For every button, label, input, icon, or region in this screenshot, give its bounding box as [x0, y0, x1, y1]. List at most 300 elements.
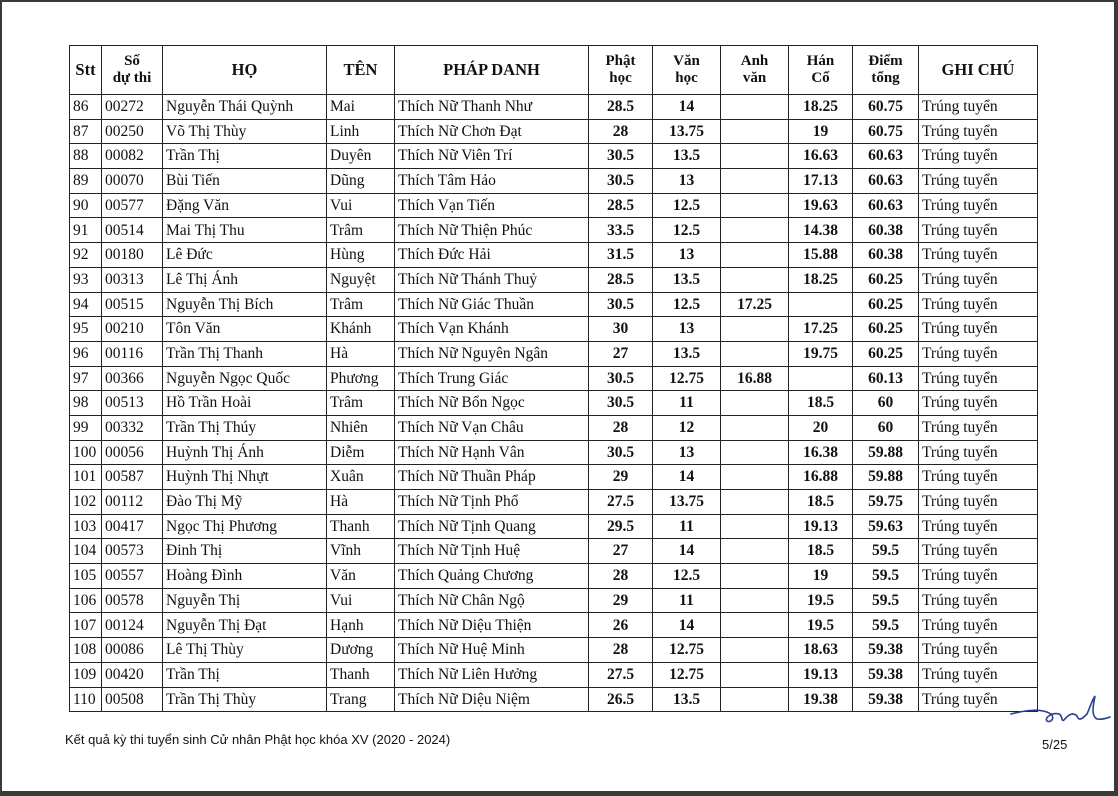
- table-header-row: [70, 46, 1038, 95]
- phap-danh-cell: Thích Quảng Chương: [395, 564, 589, 589]
- phat-hoc-cell: 30.5: [589, 440, 653, 465]
- ten-cell: Mai: [327, 95, 395, 120]
- header-anh-van: Anh văn: [721, 46, 789, 95]
- diem-tong-cell: 60: [853, 391, 919, 416]
- sbd-cell: 00573: [102, 539, 163, 564]
- phap-danh-cell: Thích Tâm Hảo: [395, 169, 589, 194]
- ten-cell: Diễm: [327, 440, 395, 465]
- han-co-cell: 18.25: [789, 267, 853, 292]
- diem-tong-cell: 60.63: [853, 144, 919, 169]
- diem-tong-cell: 59.5: [853, 613, 919, 638]
- diem-tong-cell: 59.5: [853, 588, 919, 613]
- phat-hoc-cell: 27: [589, 341, 653, 366]
- sbd-cell: 00515: [102, 292, 163, 317]
- van-hoc-cell: 14: [653, 95, 721, 120]
- ghi-chu-cell: Trúng tuyển: [919, 662, 1038, 687]
- sbd-cell: 00508: [102, 687, 163, 712]
- stt-cell: 86: [70, 95, 102, 120]
- anh-van-cell: [721, 218, 789, 243]
- ghi-chu-cell: Trúng tuyển: [919, 218, 1038, 243]
- han-co-cell: 18.25: [789, 95, 853, 120]
- phat-hoc-cell: 28.5: [589, 267, 653, 292]
- phat-hoc-cell: 28.5: [589, 95, 653, 120]
- han-co-cell: 19.38: [789, 687, 853, 712]
- anh-van-cell: [721, 169, 789, 194]
- han-co-cell: [789, 292, 853, 317]
- ten-cell: Trâm: [327, 292, 395, 317]
- anh-van-cell: [721, 415, 789, 440]
- ho-cell: Nguyễn Thái Quỳnh: [163, 95, 327, 120]
- phap-danh-cell: Thích Nữ Giác Thuần: [395, 292, 589, 317]
- table-row: [70, 169, 1038, 194]
- stt-cell: 99: [70, 415, 102, 440]
- stt-cell: 109: [70, 662, 102, 687]
- anh-van-cell: [721, 193, 789, 218]
- ghi-chu-cell: Trúng tuyển: [919, 193, 1038, 218]
- ho-cell: Huỳnh Thị Ánh: [163, 440, 327, 465]
- sbd-cell: 00180: [102, 243, 163, 268]
- phat-hoc-cell: 28.5: [589, 193, 653, 218]
- signature-mark: [1007, 692, 1112, 732]
- ghi-chu-cell: Trúng tuyển: [919, 119, 1038, 144]
- anh-van-cell: [721, 341, 789, 366]
- ten-cell: Dũng: [327, 169, 395, 194]
- han-co-cell: 19.13: [789, 514, 853, 539]
- stt-cell: 88: [70, 144, 102, 169]
- table-row: [70, 218, 1038, 243]
- ho-cell: Trần Thị Thúy: [163, 415, 327, 440]
- anh-van-cell: [721, 564, 789, 589]
- ho-cell: Trần Thị: [163, 662, 327, 687]
- phap-danh-cell: Thích Nữ Diệu Niệm: [395, 687, 589, 712]
- han-co-cell: 17.13: [789, 169, 853, 194]
- ghi-chu-cell: Trúng tuyển: [919, 440, 1038, 465]
- stt-cell: 98: [70, 391, 102, 416]
- ten-cell: Khánh: [327, 317, 395, 342]
- anh-van-cell: [721, 539, 789, 564]
- table-row: [70, 415, 1038, 440]
- han-co-cell: 19.13: [789, 662, 853, 687]
- table-row: [70, 465, 1038, 490]
- ho-cell: Hoàng Đình: [163, 564, 327, 589]
- sbd-cell: 00366: [102, 366, 163, 391]
- anh-van-cell: [721, 119, 789, 144]
- table-row: [70, 267, 1038, 292]
- han-co-cell: 19: [789, 564, 853, 589]
- van-hoc-cell: 12.5: [653, 193, 721, 218]
- phap-danh-cell: Thích Trung Giác: [395, 366, 589, 391]
- ghi-chu-cell: Trúng tuyển: [919, 95, 1038, 120]
- table-row: [70, 317, 1038, 342]
- anh-van-cell: [721, 317, 789, 342]
- ten-cell: Duyên: [327, 144, 395, 169]
- ho-cell: Đào Thị Mỹ: [163, 490, 327, 515]
- phat-hoc-cell: 28: [589, 638, 653, 663]
- han-co-cell: 19: [789, 119, 853, 144]
- table-row: [70, 514, 1038, 539]
- header-stt: Stt: [70, 46, 102, 95]
- stt-cell: 103: [70, 514, 102, 539]
- ghi-chu-cell: Trúng tuyển: [919, 292, 1038, 317]
- ghi-chu-cell: Trúng tuyển: [919, 415, 1038, 440]
- van-hoc-cell: 12.5: [653, 218, 721, 243]
- header-phap-danh: PHÁP DANH: [395, 46, 589, 95]
- diem-tong-cell: 59.38: [853, 638, 919, 663]
- anh-van-cell: [721, 465, 789, 490]
- stt-cell: 110: [70, 687, 102, 712]
- stt-cell: 101: [70, 465, 102, 490]
- van-hoc-cell: 13: [653, 243, 721, 268]
- han-co-cell: 19.5: [789, 613, 853, 638]
- phat-hoc-cell: 31.5: [589, 243, 653, 268]
- phat-hoc-cell: 28: [589, 119, 653, 144]
- diem-tong-cell: 60.13: [853, 366, 919, 391]
- sbd-cell: 00577: [102, 193, 163, 218]
- phat-hoc-cell: 30.5: [589, 292, 653, 317]
- sbd-cell: 00112: [102, 490, 163, 515]
- van-hoc-cell: 12: [653, 415, 721, 440]
- van-hoc-cell: 11: [653, 391, 721, 416]
- phap-danh-cell: Thích Nữ Vạn Châu: [395, 415, 589, 440]
- ten-cell: Phương: [327, 366, 395, 391]
- document-page: [2, 2, 1114, 791]
- van-hoc-cell: 12.75: [653, 662, 721, 687]
- ghi-chu-cell: Trúng tuyển: [919, 588, 1038, 613]
- van-hoc-cell: 12.75: [653, 638, 721, 663]
- table-row: [70, 341, 1038, 366]
- ten-cell: Trâm: [327, 218, 395, 243]
- ho-cell: Lê Thị Thùy: [163, 638, 327, 663]
- table-row: [70, 662, 1038, 687]
- sbd-cell: 00557: [102, 564, 163, 589]
- anh-van-cell: [721, 638, 789, 663]
- phat-hoc-cell: 30.5: [589, 144, 653, 169]
- stt-cell: 89: [70, 169, 102, 194]
- van-hoc-cell: 14: [653, 613, 721, 638]
- phat-hoc-cell: 30.5: [589, 391, 653, 416]
- table-row: [70, 588, 1038, 613]
- phap-danh-cell: Thích Nữ Diệu Thiện: [395, 613, 589, 638]
- phap-danh-cell: Thích Nữ Thuần Pháp: [395, 465, 589, 490]
- anh-van-cell: [721, 440, 789, 465]
- table-row: [70, 243, 1038, 268]
- table-row: [70, 687, 1038, 712]
- diem-tong-cell: 60.38: [853, 218, 919, 243]
- phat-hoc-cell: 29: [589, 588, 653, 613]
- sbd-cell: 00332: [102, 415, 163, 440]
- header-ghi-chu: GHI CHÚ: [919, 46, 1038, 95]
- ghi-chu-cell: Trúng tuyển: [919, 564, 1038, 589]
- ten-cell: Nguyệt: [327, 267, 395, 292]
- van-hoc-cell: 13: [653, 440, 721, 465]
- phap-danh-cell: Thích Nữ Tịnh Phổ: [395, 490, 589, 515]
- ten-cell: Hà: [327, 341, 395, 366]
- sbd-cell: 00056: [102, 440, 163, 465]
- phap-danh-cell: Thích Nữ Thánh Thuỷ: [395, 267, 589, 292]
- stt-cell: 104: [70, 539, 102, 564]
- anh-van-cell: [721, 267, 789, 292]
- ho-cell: Lê Đức: [163, 243, 327, 268]
- phap-danh-cell: Thích Nữ Thiện Phúc: [395, 218, 589, 243]
- ten-cell: Hạnh: [327, 613, 395, 638]
- sbd-cell: 00513: [102, 391, 163, 416]
- phat-hoc-cell: 30: [589, 317, 653, 342]
- ho-cell: Đặng Văn: [163, 193, 327, 218]
- van-hoc-cell: 13: [653, 169, 721, 194]
- sbd-cell: 00116: [102, 341, 163, 366]
- phap-danh-cell: Thích Vạn Tiến: [395, 193, 589, 218]
- van-hoc-cell: 11: [653, 588, 721, 613]
- ho-cell: Đinh Thị: [163, 539, 327, 564]
- stt-cell: 105: [70, 564, 102, 589]
- ten-cell: Vui: [327, 193, 395, 218]
- ho-cell: Mai Thị Thu: [163, 218, 327, 243]
- ghi-chu-cell: Trúng tuyển: [919, 144, 1038, 169]
- ten-cell: Thanh: [327, 514, 395, 539]
- anh-van-cell: [721, 95, 789, 120]
- table-row: [70, 193, 1038, 218]
- stt-cell: 107: [70, 613, 102, 638]
- han-co-cell: 18.63: [789, 638, 853, 663]
- ho-cell: Nguyễn Thị: [163, 588, 327, 613]
- phap-danh-cell: Thích Nữ Chơn Đạt: [395, 119, 589, 144]
- van-hoc-cell: 13: [653, 317, 721, 342]
- phat-hoc-cell: 29.5: [589, 514, 653, 539]
- ho-cell: Hồ Trần Hoài: [163, 391, 327, 416]
- phat-hoc-cell: 30.5: [589, 169, 653, 194]
- diem-tong-cell: 59.5: [853, 564, 919, 589]
- han-co-cell: 18.5: [789, 539, 853, 564]
- ho-cell: Trần Thị Thanh: [163, 341, 327, 366]
- ho-cell: Bùi Tiến: [163, 169, 327, 194]
- anh-van-cell: [721, 514, 789, 539]
- phat-hoc-cell: 27: [589, 539, 653, 564]
- diem-tong-cell: 60.38: [853, 243, 919, 268]
- ten-cell: Văn: [327, 564, 395, 589]
- ten-cell: Trâm: [327, 391, 395, 416]
- anh-van-cell: [721, 490, 789, 515]
- phap-danh-cell: Thích Nữ Nguyên Ngân: [395, 341, 589, 366]
- van-hoc-cell: 12.5: [653, 564, 721, 589]
- ghi-chu-cell: Trúng tuyển: [919, 514, 1038, 539]
- sbd-cell: 00587: [102, 465, 163, 490]
- stt-cell: 108: [70, 638, 102, 663]
- header-van-hoc: Văn học: [653, 46, 721, 95]
- ghi-chu-cell: Trúng tuyển: [919, 687, 1038, 712]
- anh-van-cell: [721, 243, 789, 268]
- diem-tong-cell: 60.63: [853, 193, 919, 218]
- anh-van-cell: [721, 662, 789, 687]
- phat-hoc-cell: 28: [589, 564, 653, 589]
- stt-cell: 95: [70, 317, 102, 342]
- sbd-cell: 00124: [102, 613, 163, 638]
- phap-danh-cell: Thích Đức Hải: [395, 243, 589, 268]
- table-row: [70, 366, 1038, 391]
- van-hoc-cell: 13.5: [653, 144, 721, 169]
- sbd-cell: 00086: [102, 638, 163, 663]
- header-diem-tong: Điểm tổng: [853, 46, 919, 95]
- table-row: [70, 440, 1038, 465]
- ten-cell: Linh: [327, 119, 395, 144]
- table-row: [70, 490, 1038, 515]
- header-phat-hoc: Phật học: [589, 46, 653, 95]
- phap-danh-cell: Thích Nữ Huệ Minh: [395, 638, 589, 663]
- anh-van-cell: 17.25: [721, 292, 789, 317]
- stt-cell: 92: [70, 243, 102, 268]
- ten-cell: Trang: [327, 687, 395, 712]
- van-hoc-cell: 11: [653, 514, 721, 539]
- han-co-cell: [789, 366, 853, 391]
- phat-hoc-cell: 30.5: [589, 366, 653, 391]
- diem-tong-cell: 59.75: [853, 490, 919, 515]
- ghi-chu-cell: Trúng tuyển: [919, 341, 1038, 366]
- phap-danh-cell: Thích Nữ Tịnh Huệ: [395, 539, 589, 564]
- footer-caption: Kết quả kỳ thi tuyển sinh Cử nhân Phật học khóa XV (2020 - 2024): [65, 732, 451, 747]
- sbd-cell: 00514: [102, 218, 163, 243]
- ho-cell: Võ Thị Thùy: [163, 119, 327, 144]
- ghi-chu-cell: Trúng tuyển: [919, 613, 1038, 638]
- ho-cell: Tôn Văn: [163, 317, 327, 342]
- diem-tong-cell: 60.63: [853, 169, 919, 194]
- header-han-co: Hán Cổ: [789, 46, 853, 95]
- van-hoc-cell: 13.5: [653, 267, 721, 292]
- anh-van-cell: [721, 391, 789, 416]
- anh-van-cell: [721, 144, 789, 169]
- diem-tong-cell: 60.25: [853, 341, 919, 366]
- results-table: [69, 45, 1038, 712]
- diem-tong-cell: 60.25: [853, 292, 919, 317]
- ghi-chu-cell: Trúng tuyển: [919, 490, 1038, 515]
- ten-cell: Hùng: [327, 243, 395, 268]
- ten-cell: Dương: [327, 638, 395, 663]
- han-co-cell: 16.63: [789, 144, 853, 169]
- table-row: [70, 95, 1038, 120]
- van-hoc-cell: 12.5: [653, 292, 721, 317]
- han-co-cell: 18.5: [789, 391, 853, 416]
- stt-cell: 102: [70, 490, 102, 515]
- anh-van-cell: [721, 613, 789, 638]
- sbd-cell: 00578: [102, 588, 163, 613]
- diem-tong-cell: 59.5: [853, 539, 919, 564]
- van-hoc-cell: 14: [653, 539, 721, 564]
- stt-cell: 96: [70, 341, 102, 366]
- van-hoc-cell: 13.75: [653, 119, 721, 144]
- han-co-cell: 19.5: [789, 588, 853, 613]
- diem-tong-cell: 59.38: [853, 662, 919, 687]
- phap-danh-cell: Thích Vạn Khánh: [395, 317, 589, 342]
- phat-hoc-cell: 29: [589, 465, 653, 490]
- diem-tong-cell: 59.88: [853, 465, 919, 490]
- ghi-chu-cell: Trúng tuyển: [919, 465, 1038, 490]
- sbd-cell: 00070: [102, 169, 163, 194]
- ten-cell: Vui: [327, 588, 395, 613]
- table-row: [70, 391, 1038, 416]
- van-hoc-cell: 13.5: [653, 687, 721, 712]
- ten-cell: Xuân: [327, 465, 395, 490]
- van-hoc-cell: 12.75: [653, 366, 721, 391]
- phat-hoc-cell: 26: [589, 613, 653, 638]
- ten-cell: Nhiên: [327, 415, 395, 440]
- ho-cell: Nguyễn Ngọc Quốc: [163, 366, 327, 391]
- ghi-chu-cell: Trúng tuyển: [919, 317, 1038, 342]
- stt-cell: 90: [70, 193, 102, 218]
- phap-danh-cell: Thích Nữ Bổn Ngọc: [395, 391, 589, 416]
- phap-danh-cell: Thích Nữ Tịnh Quang: [395, 514, 589, 539]
- ghi-chu-cell: Trúng tuyển: [919, 267, 1038, 292]
- ghi-chu-cell: Trúng tuyển: [919, 243, 1038, 268]
- ten-cell: Hà: [327, 490, 395, 515]
- stt-cell: 94: [70, 292, 102, 317]
- phat-hoc-cell: 26.5: [589, 687, 653, 712]
- phat-hoc-cell: 33.5: [589, 218, 653, 243]
- ho-cell: Trần Thị: [163, 144, 327, 169]
- anh-van-cell: [721, 687, 789, 712]
- ghi-chu-cell: Trúng tuyển: [919, 391, 1038, 416]
- table-row: [70, 613, 1038, 638]
- phap-danh-cell: Thích Nữ Chân Ngộ: [395, 588, 589, 613]
- stt-cell: 100: [70, 440, 102, 465]
- van-hoc-cell: 13.5: [653, 341, 721, 366]
- phat-hoc-cell: 27.5: [589, 490, 653, 515]
- sbd-cell: 00250: [102, 119, 163, 144]
- table-row: [70, 144, 1038, 169]
- phap-danh-cell: Thích Nữ Viên Trí: [395, 144, 589, 169]
- table-row: [70, 539, 1038, 564]
- diem-tong-cell: 59.38: [853, 687, 919, 712]
- han-co-cell: 16.38: [789, 440, 853, 465]
- table-row: [70, 564, 1038, 589]
- han-co-cell: 19.75: [789, 341, 853, 366]
- ghi-chu-cell: Trúng tuyển: [919, 366, 1038, 391]
- diem-tong-cell: 60.25: [853, 267, 919, 292]
- ho-cell: Lê Thị Ánh: [163, 267, 327, 292]
- sbd-cell: 00420: [102, 662, 163, 687]
- stt-cell: 93: [70, 267, 102, 292]
- van-hoc-cell: 14: [653, 465, 721, 490]
- van-hoc-cell: 13.75: [653, 490, 721, 515]
- diem-tong-cell: 60.75: [853, 95, 919, 120]
- han-co-cell: 17.25: [789, 317, 853, 342]
- diem-tong-cell: 60.75: [853, 119, 919, 144]
- ghi-chu-cell: Trúng tuyển: [919, 539, 1038, 564]
- ten-cell: Thanh: [327, 662, 395, 687]
- sbd-cell: 00210: [102, 317, 163, 342]
- header-ho: HỌ: [163, 46, 327, 95]
- stt-cell: 87: [70, 119, 102, 144]
- ho-cell: Ngọc Thị Phương: [163, 514, 327, 539]
- stt-cell: 91: [70, 218, 102, 243]
- phap-danh-cell: Thích Nữ Liên Hưởng: [395, 662, 589, 687]
- ho-cell: Huỳnh Thị Nhựt: [163, 465, 327, 490]
- ho-cell: Nguyễn Thị Đạt: [163, 613, 327, 638]
- phap-danh-cell: Thích Nữ Hạnh Vân: [395, 440, 589, 465]
- stt-cell: 97: [70, 366, 102, 391]
- ho-cell: Nguyễn Thị Bích: [163, 292, 327, 317]
- ghi-chu-cell: Trúng tuyển: [919, 638, 1038, 663]
- han-co-cell: 18.5: [789, 490, 853, 515]
- anh-van-cell: 16.88: [721, 366, 789, 391]
- diem-tong-cell: 59.88: [853, 440, 919, 465]
- ghi-chu-cell: Trúng tuyển: [919, 169, 1038, 194]
- table-body: [70, 95, 1038, 712]
- table-row: [70, 638, 1038, 663]
- stt-cell: 106: [70, 588, 102, 613]
- diem-tong-cell: 60.25: [853, 317, 919, 342]
- sbd-cell: 00082: [102, 144, 163, 169]
- diem-tong-cell: 59.63: [853, 514, 919, 539]
- sbd-cell: 00313: [102, 267, 163, 292]
- han-co-cell: 14.38: [789, 218, 853, 243]
